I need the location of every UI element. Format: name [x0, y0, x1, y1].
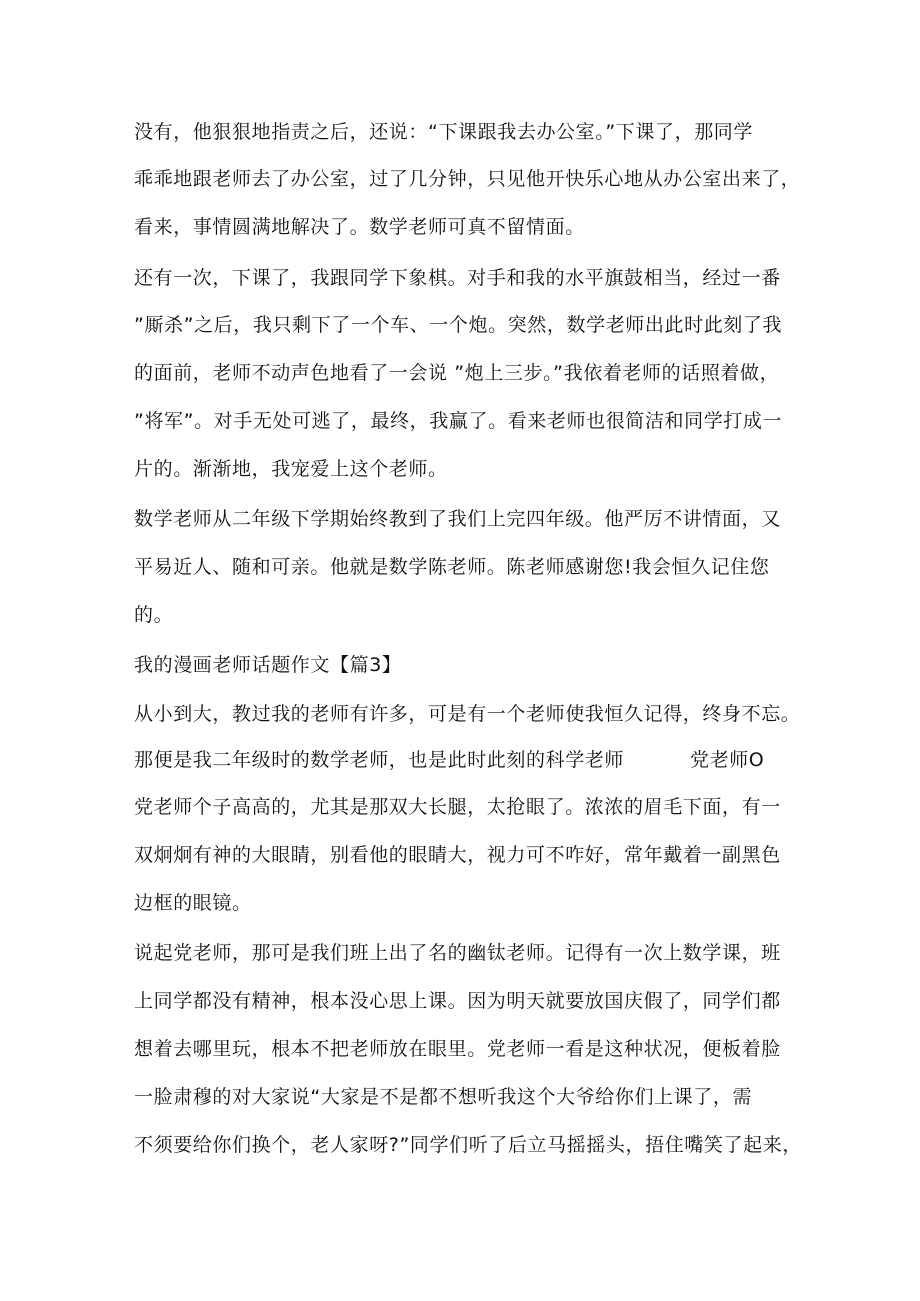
- line-text: 的。: [134, 604, 174, 626]
- text-line: [134, 552, 769, 582]
- line-text: ”将军”。对手无处可逃了，最终，我赢了。看来老师也很简洁和同学打成一: [134, 410, 783, 432]
- text-line: [134, 1034, 781, 1064]
- line-text: 还有一次，下课了，我跟同学下象棋。对手和我的水平旗鼓相当，经过一番: [134, 267, 781, 289]
- text-line: [134, 792, 781, 822]
- text-line: [134, 699, 800, 729]
- text-line: [134, 986, 781, 1016]
- text-line: [134, 358, 779, 388]
- text-line: [134, 1082, 752, 1112]
- heading-text: 我的漫画老师话题作文【篇3】: [134, 654, 402, 676]
- line-text-right: 党老师O: [690, 749, 765, 771]
- line-text: 没有，他狠狠地指责之后，还说：“下课跟我去办公室。”下课了，那同学: [134, 121, 753, 143]
- text-line: [134, 745, 765, 775]
- line-text: 想着去哪里玩，根本不把老师放在眼里。党老师一看是这种状况，便板着脸: [134, 1038, 781, 1060]
- text-line: [134, 504, 781, 534]
- text-line: [134, 164, 800, 194]
- text-line: [134, 840, 781, 870]
- text-line: [134, 888, 252, 918]
- line-text: 上同学都没有精神，根本没心思上课。因为明天就要放国庆假了，同学们都: [134, 990, 781, 1012]
- text-line: [134, 406, 782, 436]
- line-text: 数学老师从二年级下学期始终教到了我们上完四年级。他严厉不讲情面，又: [134, 508, 781, 530]
- line-text: 从小到大，教过我的老师有许多，可是有一个老师使我恒久记得，终身不忘。: [134, 703, 801, 725]
- line-text: ”厮杀”之后，我只剩下了一个车、一个炮。突然，数学老师出此时此刻了我: [134, 314, 783, 336]
- line-text: 那便是我二年级时的数学老师，也是此时此刻的科学老师: [134, 749, 625, 771]
- text-line: [134, 600, 173, 630]
- line-text: 边框的眼镜。: [134, 892, 252, 914]
- text-line: [134, 454, 448, 484]
- line-text: 不须要给你们换个，老人家呀?”同学们听了后立马摇摇头，捂住嘴笑了起来，: [134, 1134, 802, 1156]
- text-line: [134, 1130, 802, 1160]
- line-text: 一脸肃穆的对大家说“大家是不是都不想听我这个大爷给你们上课了，需: [134, 1086, 753, 1108]
- line-text: 双炯炯有神的大眼睛，别看他的眼睛大，视力可不咋好，常年戴着一副黑色: [134, 844, 781, 866]
- section-heading: [134, 650, 402, 680]
- line-text: 乖乖地跟老师去了办公室，过了几分钟，只见他开快乐心地从办公室出来了，: [134, 168, 801, 190]
- line-text: 平易近人、随和可亲。他就是数学陈老师。陈老师感谢您!我会恒久记住您: [134, 556, 770, 578]
- text-line: [134, 938, 781, 968]
- line-text: 片的。渐渐地，我宠爱上这个老师。: [134, 458, 448, 480]
- text-line: [134, 117, 753, 147]
- line-text: 说起党老师，那可是我们班上出了名的幽钛老师。记得有一次上数学课，班: [134, 942, 781, 964]
- text-line: [134, 212, 585, 242]
- line-text: 党老师个子高高的，尤其是那双大长腿，太抢眼了。浓浓的眉毛下面，有一: [134, 796, 781, 818]
- line-text: 看来，事情圆满地解决了。数学老师可真不留情面。: [134, 216, 585, 238]
- text-line: [134, 263, 781, 293]
- line-text: 的面前，老师不动声色地看了一会说 ”炮上三步。”我依着老师的话照着做，: [134, 362, 780, 384]
- text-line: [134, 310, 782, 340]
